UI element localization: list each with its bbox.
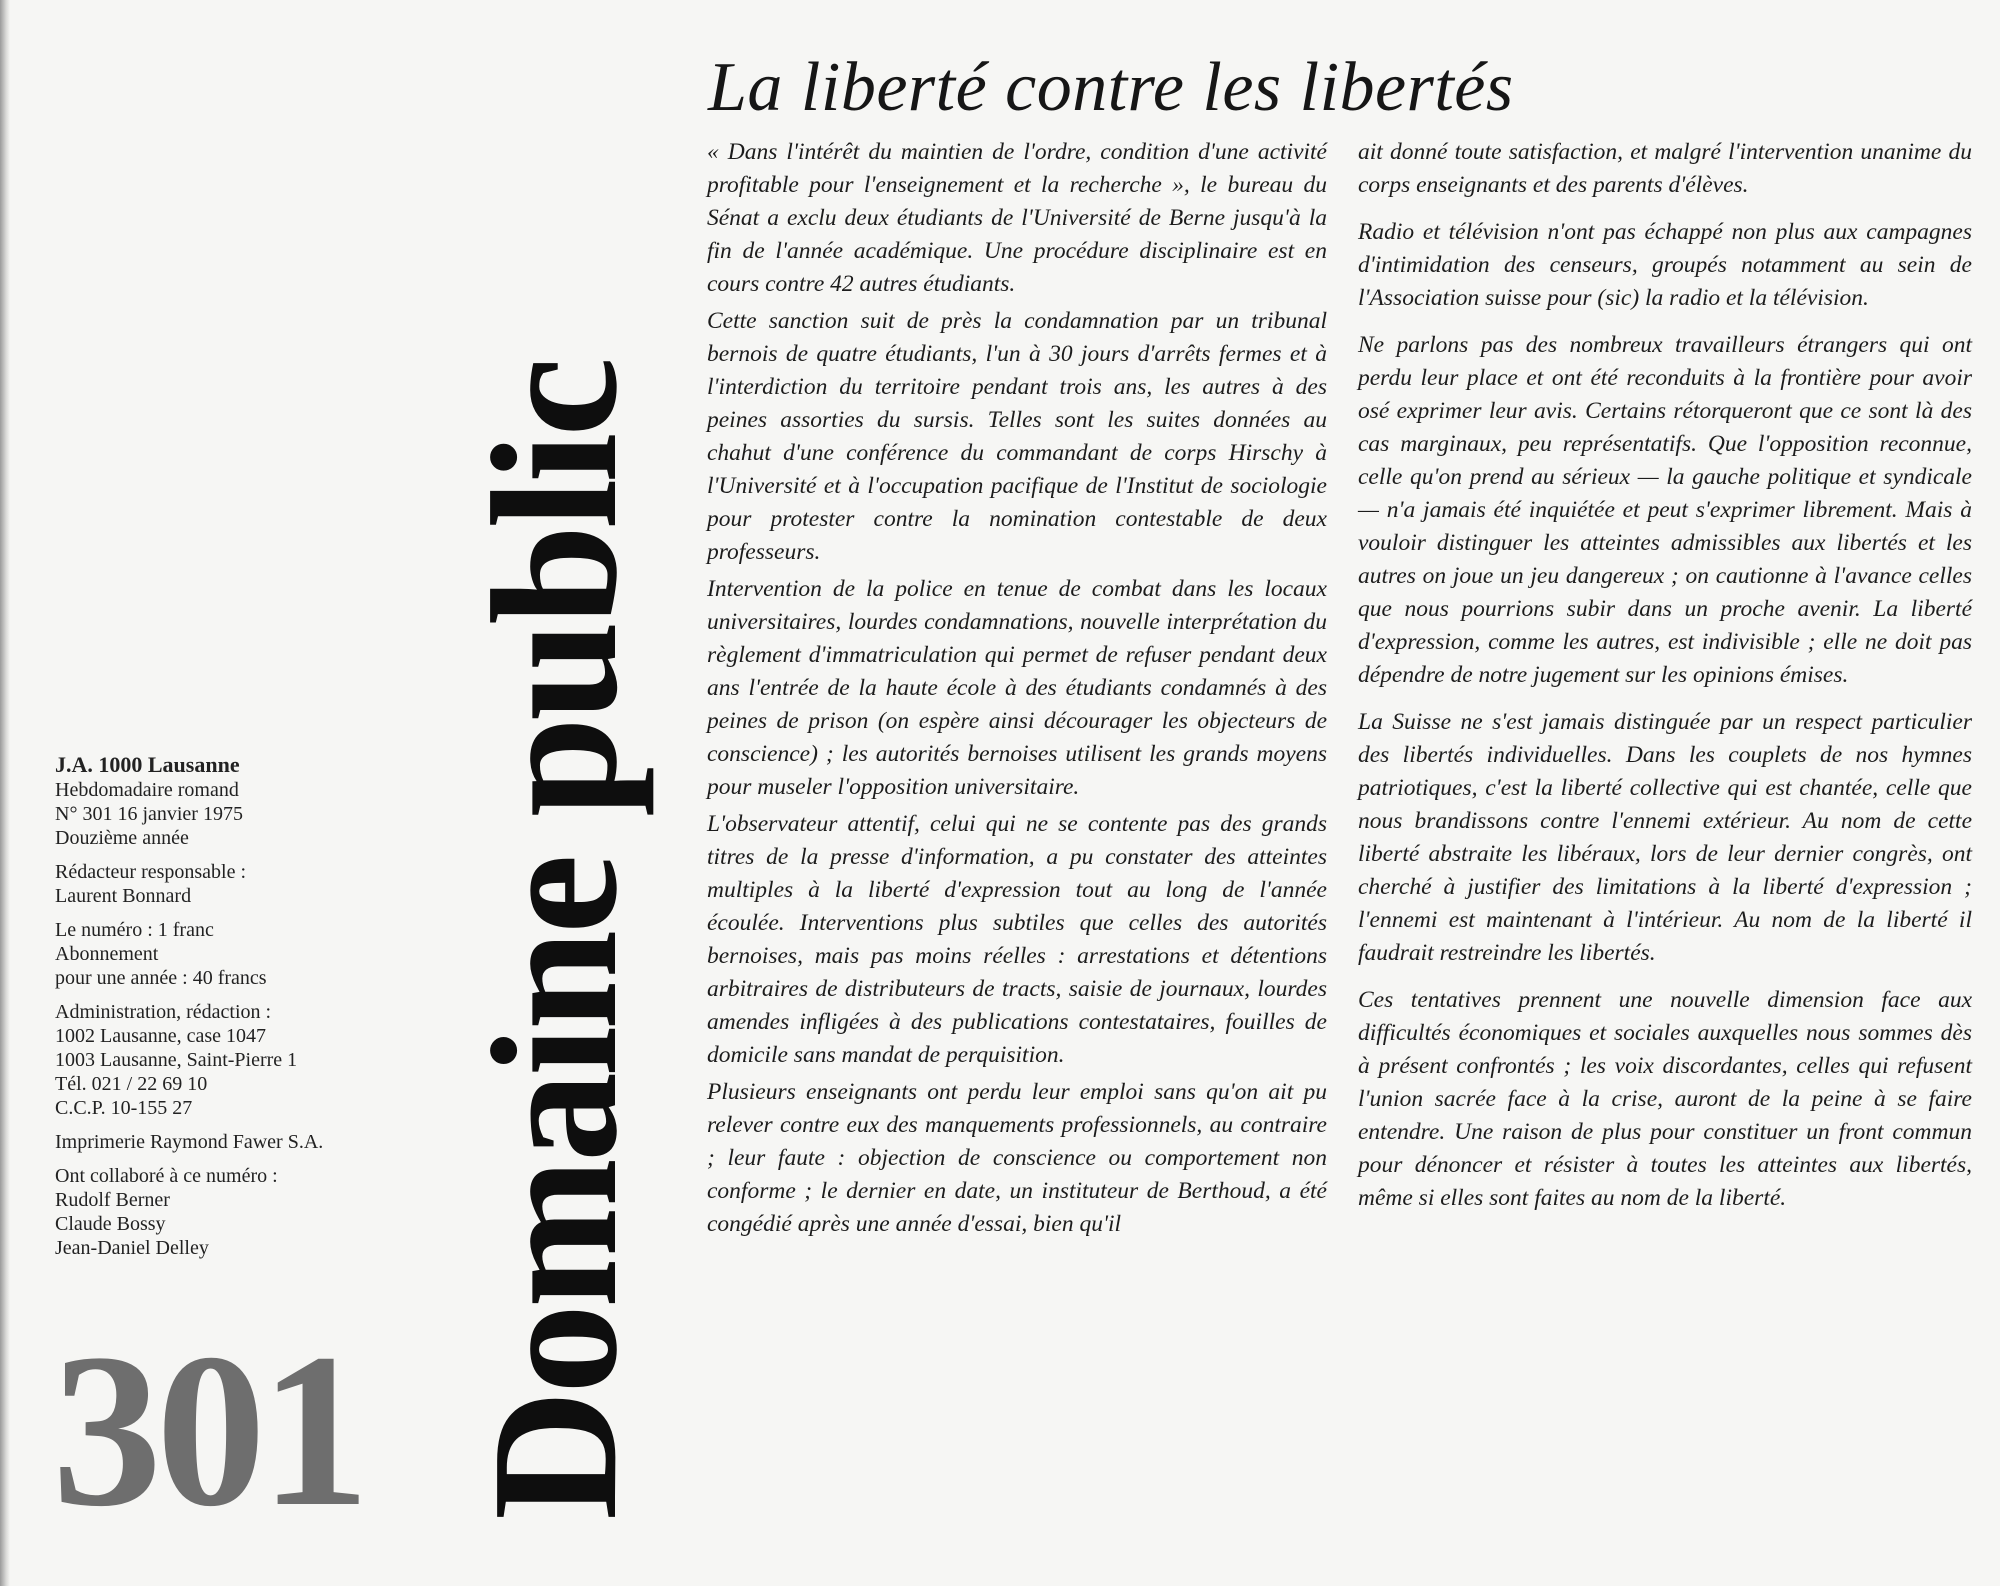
subscription-label: Abonnement: [55, 943, 159, 965]
admin-address-2: 1003 Lausanne, Saint-Pierre 1: [55, 1049, 298, 1071]
contributor: Jean-Daniel Delley: [55, 1237, 209, 1259]
paragraph: Ces tentatives prennent une nouvelle dimension face aux difficultés économiques et sociales auxquelles nous sommes dès à présent confrontés ; les voix discordantes, celles qui refusent l'union sacrée face à la crise, auront de la peine à se faire entendre. Une raison de plus pour constituer un front commun pour dénoncer et résister à toutes les atteintes aux libertés, même si elles sont faites au nom de la liberté.: [1358, 987, 1972, 1211]
printer-name: Imprimerie Raymond Fawer S.A.: [55, 1131, 324, 1153]
contributor: Rudolf Berner: [55, 1189, 170, 1211]
ccp-account: C.C.P. 10-155 27: [55, 1097, 193, 1119]
publication-year: Douzième année: [55, 827, 189, 849]
editor-name: Laurent Bonnard: [55, 885, 192, 907]
paragraph: Cette sanction suit de près la condamnation par un tribunal bernois de quatre étudiants, l'un à 30 jours d'arrêts fermes et à l'interdiction du territoire pendant trois ans, les autres à des peines assorties du sursis. Telles sont les suites données au chahut d'une conférence du commandant de corps Hirschy à l'Université et à l'occupation pacifique de l'Institut de sociologie pour protester contre la nomination contestable de deux professeurs.: [707, 308, 1327, 565]
postal-line: J.A. 1000 Lausanne: [55, 752, 240, 777]
paragraph: Radio et télévision n'ont pas échappé non plus aux campagnes d'intimidation des censeurs, groupés notamment au sein de l'Association suisse pour (sic) la radio et la télévision.: [1358, 219, 1972, 311]
contributor: Claude Bossy: [55, 1213, 166, 1235]
colophon: [55, 752, 435, 1270]
issue-number: 301: [52, 1308, 364, 1552]
paragraph: Intervention de la police en tenue de combat dans les locaux universitaires, lourdes condamnations, nouvelle interprétation du règlement d'immatriculation qui permet de refuser pendant deux ans l'entrée de la haute école à des étudiants condamnés à des peines de prison (on espère ainsi décourager les objecteurs de conscience) ; les autorités bernoises utilisent les grands moyens pour museler l'opposition universitaire.: [707, 576, 1327, 800]
paragraph: « Dans l'intérêt du maintien de l'ordre, condition d'une activité profitable pour l'enseignement et la recherche », le bureau du Sénat a exclu deux étudiants de l'Université de Berne jusqu'à la fin de l'année académique. Une procédure disciplinaire est en cours contre 42 autres étudiants.: [707, 139, 1327, 297]
subscription-price: pour une année : 40 francs: [55, 967, 267, 989]
masthead-title: Domaine public: [455, 360, 654, 1520]
article-column-1: [707, 136, 1327, 1245]
editor-label: Rédacteur responsable :: [55, 861, 247, 883]
paragraph: L'observateur attentif, celui qui ne se contente pas des grands titres de la presse d'information, a pu constater des atteintes multiples à la liberté d'expression tout au long de l'année écoulée. Interventions plus subtiles que celles des autorités bernoises, mais pas moins réelles : arrestations et détentions arbitraires de distributeurs de tracts, saisie de journaux, lourdes amendes infligées à des publications contestataires, fouilles de domicile sans mandat de perquisition.: [707, 811, 1327, 1068]
scan-edge-shadow: [0, 0, 10, 1586]
publication-type: Hebdomadaire romand: [55, 779, 239, 801]
paragraph: ait donné toute satisfaction, et malgré l'intervention unanime du corps enseignants et des parents d'élèves.: [1358, 139, 1972, 198]
paragraph: Plusieurs enseignants ont perdu leur emploi sans qu'on ait pu relever contre eux des manquements professionnels, au contraire ; leur faute : objection de conscience ou comportement non conforme ; le dernier en date, un instituteur de Berthoud, a été congédié après une année d'essai, bien qu'il: [707, 1079, 1327, 1237]
issue-date: N° 301 16 janvier 1975: [55, 803, 243, 825]
admin-address-1: 1002 Lausanne, case 1047: [55, 1025, 267, 1047]
phone-number: Tél. 021 / 22 69 10: [55, 1073, 208, 1095]
contributors-label: Ont collaboré à ce numéro :: [55, 1165, 278, 1187]
issue-price: Le numéro : 1 franc: [55, 919, 214, 941]
paragraph: Ne parlons pas des nombreux travailleurs étrangers qui ont perdu leur place et ont été reconduits à la frontière pour avoir osé exprimer leur avis. Certains rétorqueront que ce sont là des cas marginaux, peu représentatifs. Que l'opposition reconnue, celle qu'on prend au sérieux — la gauche politique et syndicale — n'a jamais été inquiétée et peut s'exprimer librement. Mais à vouloir distinguer les atteintes admissibles aux libertés et les autres on joue un jeu dangereux ; on cautionne à l'avance celles que nous pourrions subir dans un proche avenir. La liberté d'expression, comme les autres, est indivisible ; elle ne doit pas dépendre de notre jugement sur les opinions émises.: [1358, 332, 1972, 688]
article-column-2: [1358, 136, 1972, 1229]
paragraph: La Suisse ne s'est jamais distinguée par un respect particulier des libertés individuelles. Dans les couplets de nos hymnes patriotiques, c'est la liberté collective qui est chantée, celle que nous brandissons contre l'ennemi extérieur. Au nom de cette liberté abstraite les libéraux, lors de leur dernier congrès, ont cherché à justifier des limitations à la liberté d'expression ; l'ennemi est maintenant à l'intérieur. Au nom de la liberté il faudrait restreindre les libertés.: [1358, 709, 1972, 966]
article-headline: La liberté contre les libertés: [708, 49, 1514, 126]
admin-label: Administration, rédaction :: [55, 1001, 272, 1023]
